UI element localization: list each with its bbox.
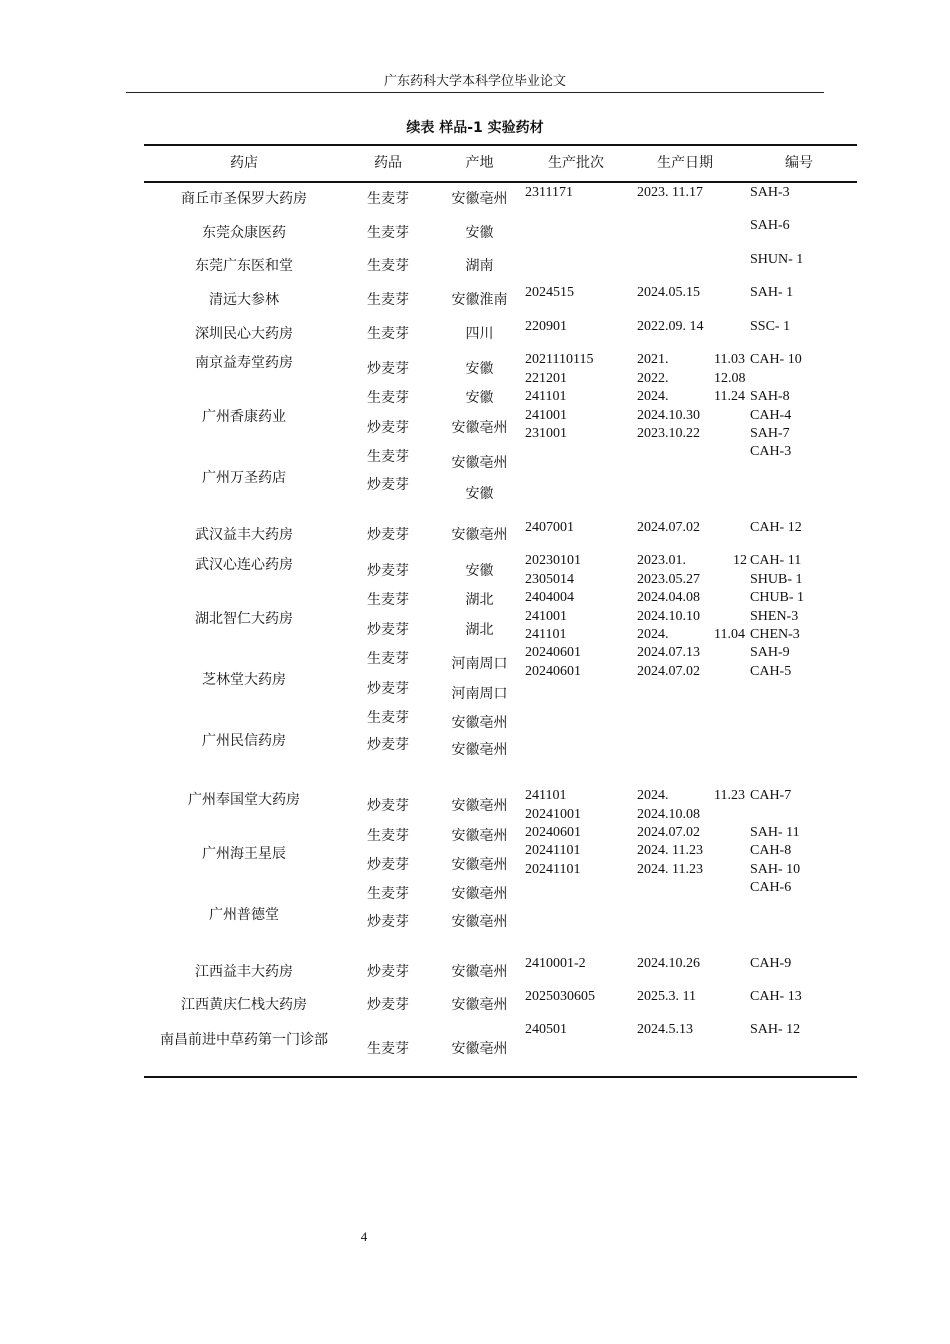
store-name: 东莞广东医和堂 — [195, 258, 293, 274]
origin: 四川 — [465, 326, 494, 342]
sample-code: CAH-8 — [750, 843, 792, 858]
production-date: 2024. — [637, 389, 669, 404]
batch-number: 241001 — [525, 609, 567, 624]
production-date: 2024. — [637, 627, 669, 642]
header-rule — [126, 92, 824, 93]
origin: 安徽亳州 — [451, 997, 508, 1013]
batch-number: 2410001-2 — [525, 956, 586, 971]
sample-code: CAH-3 — [750, 444, 792, 459]
drug-name: 炒麦芽 — [367, 964, 409, 980]
sample-code: CAH-7 — [750, 788, 792, 803]
drug-name: 炒麦芽 — [367, 361, 409, 377]
production-date: 2021. — [637, 352, 669, 367]
origin: 安徽 — [465, 390, 494, 406]
origin: 安徽 — [465, 361, 494, 377]
batch-number: 2311171 — [525, 185, 573, 200]
production-date: 2024.10.30 — [637, 408, 700, 423]
store-name: 南京益寿堂药房 — [195, 355, 293, 371]
batch-number: 20240601 — [525, 664, 581, 679]
store-name: 广州海王星辰 — [202, 846, 286, 862]
production-date: 2024.07.02 — [637, 825, 700, 840]
sample-code: SAH-3 — [750, 185, 790, 200]
store-name: 深圳民心大药房 — [195, 326, 293, 342]
store-name: 广州香康药业 — [202, 409, 286, 425]
production-date: 2024.07.02 — [637, 664, 700, 679]
store-name: 江西黄庆仁栈大药房 — [181, 997, 307, 1013]
batch-number: 20230101 — [525, 553, 581, 568]
origin: 安徽 — [465, 563, 494, 579]
sample-code: SAH- 1 — [750, 285, 794, 300]
store-name: 武汉益丰大药房 — [195, 527, 293, 543]
drug-name: 炒麦芽 — [367, 997, 409, 1013]
production-date: 2024. — [637, 788, 669, 803]
origin: 安徽亳州 — [451, 742, 508, 758]
page-header-title: 广东药科大学本科学位毕业论文 — [383, 74, 566, 89]
drug-name: 生麦芽 — [367, 886, 409, 902]
production-date: 2024. 11.23 — [637, 843, 703, 858]
sample-code: CHEN-3 — [750, 627, 800, 642]
sample-code: SSC- 1 — [750, 319, 791, 334]
production-date: 2024.07.13 — [637, 645, 700, 660]
drug-name: 炒麦芽 — [367, 563, 409, 579]
production-date: 2024.5.13 — [637, 1022, 693, 1037]
batch-number: 2025030605 — [525, 989, 595, 1004]
sample-code: CAH- 11 — [750, 553, 802, 568]
drug-name: 炒麦芽 — [367, 737, 409, 753]
origin: 安徽亳州 — [451, 527, 508, 543]
origin: 安徽 — [465, 225, 494, 241]
origin: 河南周口 — [451, 656, 508, 672]
origin: 安徽 — [465, 486, 494, 502]
column-header-store: 药店 — [230, 155, 258, 171]
sample-code: CAH- 13 — [750, 989, 802, 1004]
sample-code: CAH- 12 — [750, 520, 802, 535]
column-header-date: 生产日期 — [657, 155, 713, 171]
drug-name: 生麦芽 — [367, 191, 409, 207]
origin: 湖南 — [465, 258, 494, 274]
page-number: 4 — [360, 1229, 368, 1244]
production-date: 2024.10.10 — [637, 609, 700, 624]
drug-name: 生麦芽 — [367, 449, 409, 465]
drug-name: 炒麦芽 — [367, 420, 409, 436]
sample-code: SAH- 11 — [750, 825, 800, 840]
batch-number: 221201 — [525, 371, 567, 386]
store-name: 清远大参林 — [209, 292, 279, 308]
production-date: 2024. 11.23 — [637, 862, 703, 877]
drug-name: 生麦芽 — [367, 292, 409, 308]
production-date: 2022. — [637, 371, 669, 386]
batch-number: 2404004 — [525, 590, 574, 605]
origin: 湖北 — [465, 592, 494, 608]
batch-number: 2021110115 — [525, 352, 594, 367]
drug-name: 炒麦芽 — [367, 477, 409, 493]
batch-number: 231001 — [525, 426, 567, 441]
sample-code: SAH-9 — [750, 645, 790, 660]
batch-number: 240501 — [525, 1022, 567, 1037]
batch-number: 241001 — [525, 408, 567, 423]
table-header-rule — [144, 181, 857, 183]
production-date: 12 — [733, 553, 747, 568]
drug-name: 生麦芽 — [367, 1041, 409, 1057]
store-name: 江西益丰大药房 — [195, 964, 293, 980]
drug-name: 生麦芽 — [367, 390, 409, 406]
production-date: 2023.10.22 — [637, 426, 700, 441]
production-date: 2023. 11.17 — [637, 185, 703, 200]
sample-code: CAH-5 — [750, 664, 792, 679]
batch-number: 2305014 — [525, 572, 574, 587]
drug-name: 炒麦芽 — [367, 527, 409, 543]
origin: 安徽亳州 — [451, 828, 508, 844]
store-name: 湖北智仁大药房 — [195, 611, 293, 627]
drug-name: 炒麦芽 — [367, 681, 409, 697]
origin: 安徽亳州 — [451, 886, 508, 902]
production-date: 2024.04.08 — [637, 590, 700, 605]
batch-number: 20241101 — [525, 862, 581, 877]
production-date: 2024.10.08 — [637, 807, 700, 822]
batch-number: 20240601 — [525, 645, 581, 660]
origin: 安徽亳州 — [451, 964, 508, 980]
store-name: 南昌前进中草药第一门诊部 — [160, 1032, 328, 1048]
sample-code: SHUB- 1 — [750, 572, 803, 587]
origin: 安徽亳州 — [451, 798, 508, 814]
table-top-rule — [144, 144, 857, 146]
production-date: 2023.01. — [637, 553, 686, 568]
sample-code: CAH-6 — [750, 880, 792, 895]
store-name: 广州奉国堂大药房 — [188, 792, 300, 808]
sample-code: CAH-9 — [750, 956, 792, 971]
origin: 安徽亳州 — [451, 1041, 508, 1057]
batch-number: 2407001 — [525, 520, 574, 535]
column-header-origin: 产地 — [465, 155, 494, 171]
batch-number: 20241001 — [525, 807, 581, 822]
sample-code: SHEN-3 — [750, 609, 799, 624]
batch-number: 241101 — [525, 788, 567, 803]
batch-number: 241101 — [525, 627, 567, 642]
drug-name: 生麦芽 — [367, 710, 409, 726]
drug-name: 炒麦芽 — [367, 914, 409, 930]
batch-number: 20240601 — [525, 825, 581, 840]
origin: 安徽亳州 — [451, 857, 508, 873]
drug-name: 炒麦芽 — [367, 857, 409, 873]
sample-code: CHUB- 1 — [750, 590, 805, 605]
column-header-drug: 药品 — [374, 155, 402, 171]
drug-name: 生麦芽 — [367, 592, 409, 608]
drug-name: 炒麦芽 — [367, 798, 409, 814]
production-date: 2022.09. 14 — [637, 319, 704, 334]
origin: 安徽亳州 — [451, 914, 508, 930]
origin: 湖北 — [465, 622, 494, 638]
batch-number: 20241101 — [525, 843, 581, 858]
sample-code: CAH-4 — [750, 408, 792, 423]
table-caption: 续表 样品-1 实验药材 — [406, 120, 544, 136]
store-name: 武汉心连心药房 — [195, 557, 293, 573]
column-header-batch: 生产批次 — [548, 155, 604, 171]
drug-name: 生麦芽 — [367, 651, 409, 667]
drug-name: 生麦芽 — [367, 326, 409, 342]
table-bottom-rule — [144, 1076, 857, 1078]
batch-number: 241101 — [525, 389, 567, 404]
sample-code: SAH-8 — [750, 389, 790, 404]
store-name: 广州民信药房 — [202, 733, 286, 749]
drug-name: 生麦芽 — [367, 225, 409, 241]
drug-name: 生麦芽 — [367, 828, 409, 844]
store-name: 广州万圣药店 — [202, 470, 286, 486]
store-name: 广州普德堂 — [209, 907, 279, 923]
origin: 安徽淮南 — [451, 292, 508, 308]
sample-code: SAH- 10 — [750, 862, 801, 877]
sample-code: SAH-6 — [750, 218, 790, 233]
production-date: 2024.07.02 — [637, 520, 700, 535]
store-name: 商丘市圣保罗大药房 — [181, 191, 307, 207]
production-date: 2023.05.27 — [637, 572, 700, 587]
production-date: 12.08 — [714, 371, 746, 386]
origin: 河南周口 — [451, 686, 508, 702]
production-date: 11.04 — [714, 627, 745, 642]
drug-name: 炒麦芽 — [367, 622, 409, 638]
store-name: 东莞众康医药 — [202, 225, 286, 241]
sample-code: CAH- 10 — [750, 352, 802, 367]
origin: 安徽亳州 — [451, 715, 508, 731]
production-date: 11.03 — [714, 352, 745, 367]
origin: 安徽亳州 — [451, 455, 508, 471]
drug-name: 生麦芽 — [367, 258, 409, 274]
column-header-code: 编号 — [785, 155, 813, 171]
production-date: 2025.3. 11 — [637, 989, 696, 1004]
origin: 安徽亳州 — [451, 420, 508, 436]
origin: 安徽亳州 — [451, 191, 508, 207]
sample-code: SHUN- 1 — [750, 252, 804, 267]
production-date: 2024.05.15 — [637, 285, 700, 300]
sample-code: SAH-7 — [750, 426, 790, 441]
store-name: 芝林堂大药房 — [202, 672, 286, 688]
sample-code: SAH- 12 — [750, 1022, 801, 1037]
production-date: 11.24 — [714, 389, 745, 404]
production-date: 11.23 — [714, 788, 745, 803]
batch-number: 2024515 — [525, 285, 574, 300]
batch-number: 220901 — [525, 319, 567, 334]
production-date: 2024.10.26 — [637, 956, 700, 971]
